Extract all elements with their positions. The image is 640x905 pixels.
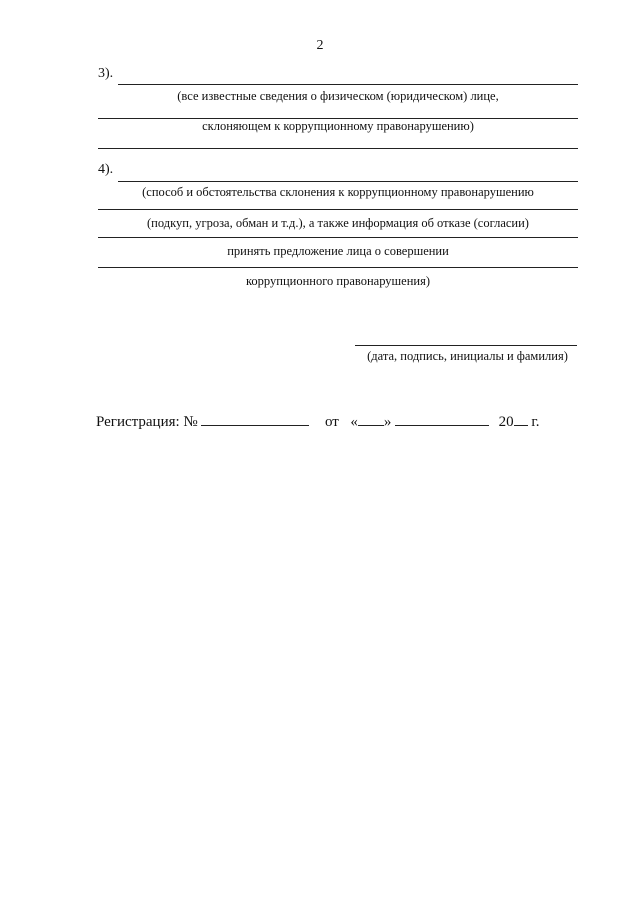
section-3-caption-1: (все известные сведения о физическом (юридическом) лице, xyxy=(177,89,499,103)
section-4-caption-3: принять предложение лица о совершении xyxy=(227,244,449,258)
registration-year-prefix: 20 xyxy=(498,414,514,430)
section-3-entry-line-1[interactable] xyxy=(118,84,578,85)
section-3-caption-2: склоняющем к коррупционному правонарушению) xyxy=(202,119,474,133)
section-3-number: 3). xyxy=(98,66,114,81)
registration-year-field[interactable] xyxy=(514,411,528,426)
section-3-entry-line-3[interactable] xyxy=(98,148,578,149)
registration-label: Регистрация: № xyxy=(96,414,198,430)
section-4-caption-1: (способ и обстоятельства склонения к коррупционному правонарушению xyxy=(142,185,534,199)
registration-month-field[interactable] xyxy=(395,411,489,426)
section-4-entry-line-3[interactable] xyxy=(98,237,578,238)
section-4-caption-4: коррупционного правонарушения) xyxy=(245,274,430,288)
section-4-entry-line-2[interactable] xyxy=(98,209,578,210)
registration-line xyxy=(96,411,540,431)
registration-from-label: от xyxy=(324,414,339,430)
section-4-number: 4). xyxy=(98,162,114,177)
signature-line[interactable] xyxy=(355,345,577,346)
registration-day-field[interactable] xyxy=(358,411,384,426)
section-4-caption-2: (подкуп, угроза, обман и т.д.), а также информация об отказе (согласии) xyxy=(147,216,529,230)
registration-year-suffix: г. xyxy=(531,414,540,430)
registration-number-field[interactable] xyxy=(201,411,309,426)
page-number: 2 xyxy=(316,38,324,53)
signature-caption: (дата, подпись, инициалы и фамилия) xyxy=(367,349,568,363)
section-4-entry-line-1[interactable] xyxy=(118,181,578,182)
quote-close: » xyxy=(383,414,392,430)
quote-open: « xyxy=(350,414,358,430)
section-4-entry-line-4[interactable] xyxy=(98,267,578,268)
